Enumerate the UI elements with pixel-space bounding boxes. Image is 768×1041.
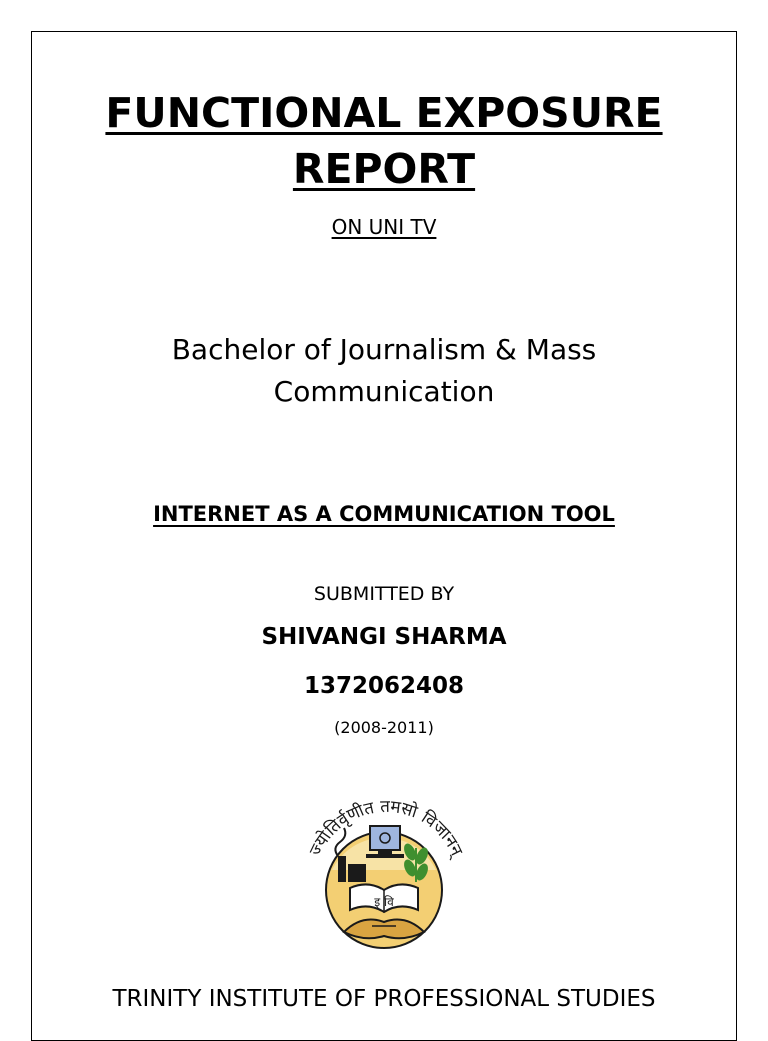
degree-line-2: Communication <box>273 375 495 408</box>
university-emblem-logo <box>292 786 476 954</box>
report-subtitle: ON UNI TV <box>331 215 437 239</box>
student-name: SHIVANGI SHARMA <box>261 624 507 650</box>
institute-name: TRINITY INSTITUTE OF PROFESSIONAL STUDIES <box>112 986 656 1012</box>
roll-number: 1372062408 <box>303 673 465 699</box>
report-topic: INTERNET AS A COMMUNICATION TOOL <box>153 502 615 526</box>
degree-line-1: Bachelor of Journalism & Mass <box>171 333 597 366</box>
report-title-line-1: FUNCTIONAL EXPOSURE <box>105 89 663 137</box>
book-text: इ वि <box>374 895 394 909</box>
handshake-icon <box>344 920 424 939</box>
emblem-motto-text: ज्योतिर्वृणीत तमसो विजानन् <box>305 796 467 860</box>
batch-years: (2008-2011) <box>334 718 434 737</box>
report-title-line-2: REPORT <box>292 145 476 193</box>
submitted-by-label: SUBMITTED BY <box>313 583 455 605</box>
